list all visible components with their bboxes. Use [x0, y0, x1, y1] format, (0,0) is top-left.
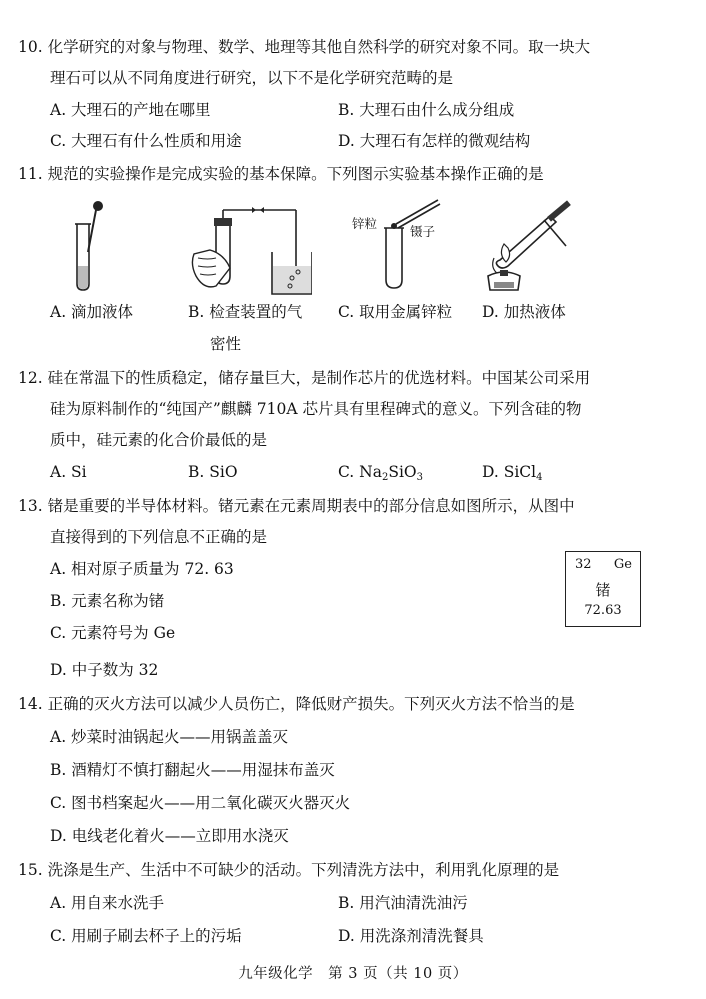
element-atomic-number: 32 [575, 557, 592, 572]
q11-option-b: B. 检查装置的气 [188, 303, 303, 321]
q13-option-b: B. 元素名称为锗 [50, 592, 165, 610]
q13-stem-line2: 直接得到的下列信息不正确的是 [50, 528, 268, 546]
q12-option-a: A. Si [50, 463, 87, 481]
q11-option-b-cont: 密性 [210, 335, 242, 353]
page-footer: 九年级化学 第 3 页（共 10 页） [238, 966, 468, 982]
q15-option-c: C. 用刷子刷去杯子上的污垢 [50, 927, 242, 945]
q10-option-d: D. 大理石有怎样的微观结构 [338, 132, 531, 150]
q12-stem-line3: 质中，硅元素的化合价最低的是 [50, 431, 268, 449]
q13-option-c: C. 元素符号为 Ge [50, 624, 176, 642]
q12-option-c-mid: SiO [388, 463, 417, 481]
q15-option-b: B. 用汽油清洗油污 [338, 894, 468, 912]
q10-option-b: B. 大理石由什么成分组成 [338, 101, 515, 119]
q12-option-c-pre: C. Na [338, 463, 382, 481]
q15-option-d: D. 用洗涤剂清洗餐具 [338, 927, 484, 945]
q10-option-a: A. 大理石的产地在哪里 [50, 101, 211, 119]
q15-option-a: A. 用自来水洗手 [50, 894, 165, 912]
element-name: 锗 [595, 581, 611, 599]
q15-stem-line1: 15. 洗涤是生产、生活中不可缺少的活动。下列清洗方法中，利用乳化原理的是 [18, 861, 560, 879]
q12-option-d-sub: 4 [536, 472, 543, 483]
q14-option-a: A. 炒菜时油锅起火——用锅盖盖灭 [50, 728, 289, 746]
q11-option-d: D. 加热液体 [482, 303, 566, 321]
q11-option-c: C. 取用金属锌粒 [338, 303, 453, 321]
q14-option-c: C. 图书档案起火——用二氧化碳灭火器灭火 [50, 794, 351, 812]
q14-option-b: B. 酒精灯不慎打翻起火——用湿抹布盖灭 [50, 761, 335, 779]
q13-option-a: A. 相对原子质量为 72. 63 [50, 560, 234, 578]
heating-liquid-figure [480, 200, 578, 296]
q13-option-d: D. 中子数为 32 [50, 661, 159, 679]
airtightness-figure [186, 206, 312, 298]
q10-option-c: C. 大理石有什么性质和用途 [50, 132, 242, 150]
q11-stem-line1: 11. 规范的实验操作是完成实验的基本保障。下列图示实验基本操作正确的是 [18, 165, 544, 183]
zinc-tweezers-figure [376, 194, 448, 292]
tweezers-label: 镊子 [410, 224, 436, 239]
q10-stem-line1: 10. 化学研究的对象与物理、数学、地理等其他自然科学的研究对象不同。取一块大 [18, 38, 591, 56]
q11-option-a: A. 滴加液体 [50, 303, 134, 321]
q14-option-d: D. 电线老化着火——立即用水浇灭 [50, 827, 289, 845]
q12-option-b: B. SiO [188, 463, 238, 481]
q13-stem-line1: 13. 锗是重要的半导体材料。锗元素在元素周期表中的部分信息如图所示，从图中 [18, 497, 575, 515]
zinc-pellet-label: 锌粒 [352, 216, 378, 231]
dropper-figure [72, 196, 112, 292]
germanium-element-card [565, 551, 641, 627]
q12-option-d [482, 462, 543, 482]
q12-option-c-sub1: 2 [381, 472, 389, 483]
element-symbol: Ge [613, 557, 632, 572]
q12-stem-line1: 12. 硅在常温下的性质稳定，储存量巨大，是制作芯片的优选材料。中国某公司采用 [18, 369, 591, 387]
q12-option-c [338, 462, 423, 482]
q12-option-d-pre: D. SiCl [482, 463, 537, 481]
element-atomic-mass: 72.63 [584, 603, 622, 618]
q12-option-c-sub2: 3 [416, 472, 424, 483]
q12-stem-line2: 硅为原料制作的“纯国产”麒麟 710A 芯片具有里程碑式的意义。下列含硅的物 [50, 400, 582, 418]
q14-stem-line1: 14. 正确的灭火方法可以减少人员伤亡，降低财产损失。下列灭火方法不恰当的是 [18, 695, 575, 713]
q10-stem-line2: 理石可以从不同角度进行研究，以下不是化学研究范畴的是 [50, 69, 454, 87]
